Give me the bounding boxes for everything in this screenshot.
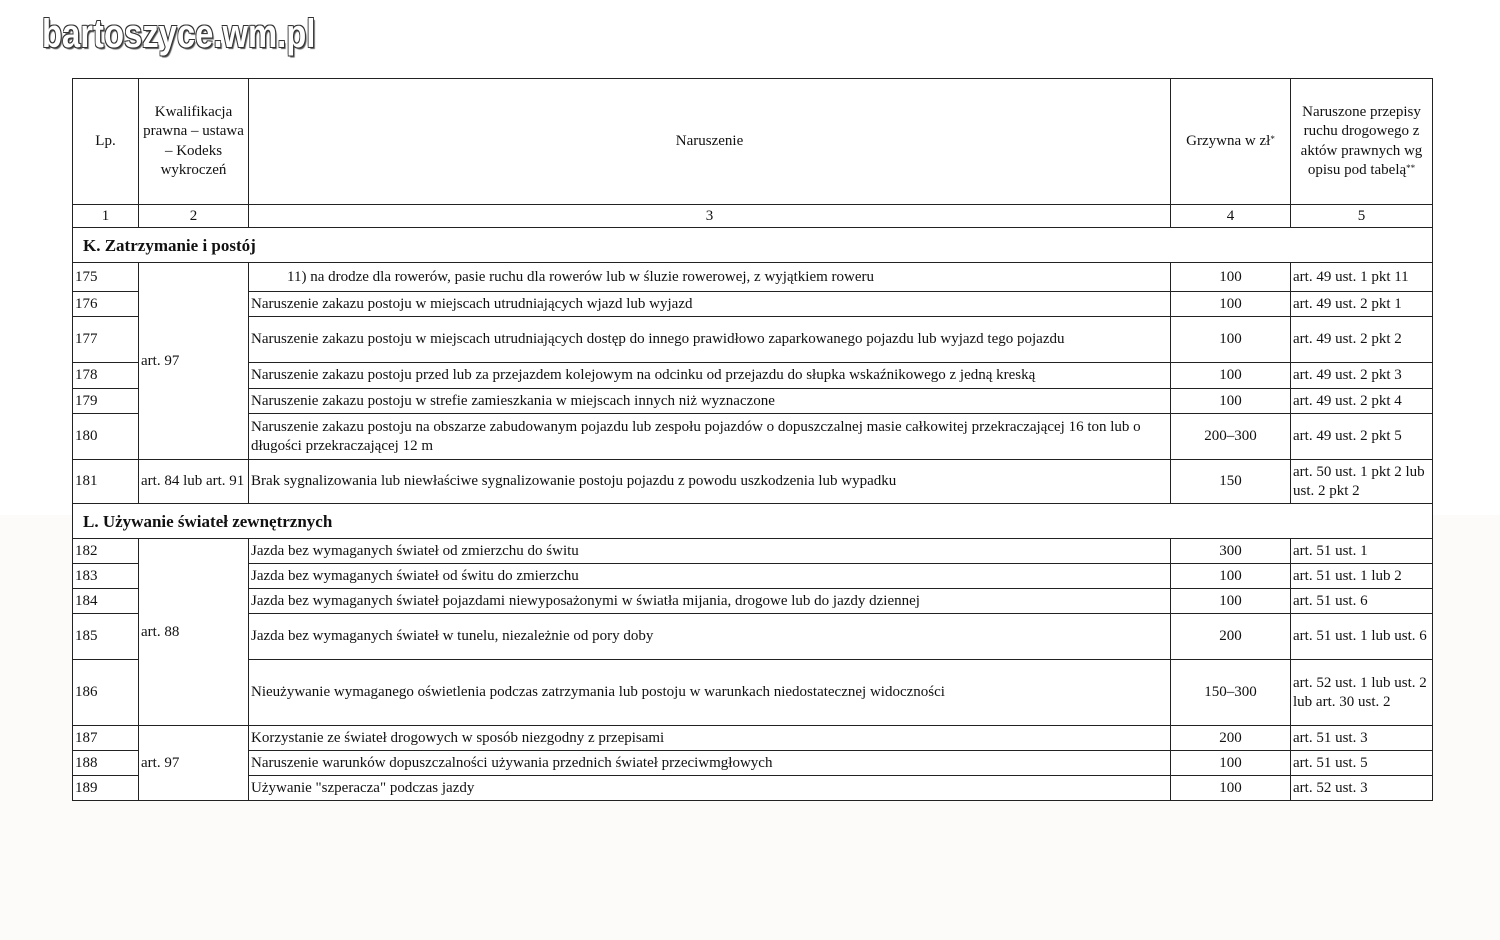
table-row xyxy=(73,414,1433,460)
row-lp: 186 xyxy=(73,660,139,726)
table-row xyxy=(73,389,1433,414)
row-przepis: art. 49 ust. 2 pkt 5 xyxy=(1291,414,1433,460)
row-naruszenie: Nieużywanie wymaganego oświetlenia podczas zatrzymania lub postoju w warunkach niedostatecznej widoczności xyxy=(249,660,1171,726)
fines-table xyxy=(72,78,1433,801)
section-header-l xyxy=(73,504,1433,539)
header-lp: Lp. xyxy=(73,79,139,205)
table-row xyxy=(73,726,1433,751)
row-przepis: art. 52 ust. 3 xyxy=(1291,776,1433,801)
row-lp: 189 xyxy=(73,776,139,801)
site-watermark: bartoszyce.wm.pl xyxy=(42,12,316,56)
row-przepis: art. 49 ust. 2 pkt 3 xyxy=(1291,363,1433,389)
row-grzywna: 100 xyxy=(1171,564,1291,589)
row-przepis: art. 52 ust. 1 lub ust. 2 lub art. 30 ust. 2 xyxy=(1291,660,1433,726)
row-lp: 179 xyxy=(73,389,139,414)
header-row xyxy=(73,79,1433,205)
header-grzywna-footnote-mark: * xyxy=(1270,133,1275,144)
row-grzywna: 100 xyxy=(1171,389,1291,414)
column-number-row xyxy=(73,205,1433,228)
section-title: K. Zatrzymanie i postój xyxy=(73,228,1433,263)
row-kwalifikacja: art. 97 xyxy=(139,726,249,801)
row-lp: 187 xyxy=(73,726,139,751)
row-grzywna: 200–300 xyxy=(1171,414,1291,460)
row-grzywna: 100 xyxy=(1171,292,1291,317)
row-kwalifikacja: art. 88 xyxy=(139,539,249,726)
header-grzywna xyxy=(1171,79,1291,205)
row-lp: 176 xyxy=(73,292,139,317)
header-przepisy xyxy=(1291,79,1433,205)
row-lp: 178 xyxy=(73,363,139,389)
row-naruszenie: Naruszenie zakazu postoju w miejscach utrudniających wjazd lub wyjazd xyxy=(249,292,1171,317)
table-row xyxy=(73,292,1433,317)
header-naruszenie: Naruszenie xyxy=(249,79,1171,205)
table-row xyxy=(73,564,1433,589)
row-naruszenie: Naruszenie warunków dopuszczalności używania przednich świateł przeciwmgłowych xyxy=(249,751,1171,776)
table-row xyxy=(73,751,1433,776)
row-naruszenie: Jazda bez wymaganych świateł pojazdami niewyposażonymi w światła mijania, drogowe lub do jazdy dziennej xyxy=(249,589,1171,614)
row-grzywna: 150 xyxy=(1171,460,1291,504)
row-lp: 181 xyxy=(73,460,139,504)
row-przepis: art. 51 ust. 6 xyxy=(1291,589,1433,614)
row-przepis: art. 49 ust. 1 pkt 11 xyxy=(1291,263,1433,292)
column-number: 4 xyxy=(1171,205,1291,228)
row-naruszenie: 11) na drodze dla rowerów, pasie ruchu dla rowerów lub w śluzie rowerowej, z wyjątkiem roweru xyxy=(287,268,875,285)
row-przepis: art. 49 ust. 2 pkt 4 xyxy=(1291,389,1433,414)
table-row xyxy=(73,776,1433,801)
row-grzywna: 100 xyxy=(1171,317,1291,363)
row-grzywna: 100 xyxy=(1171,776,1291,801)
table-row xyxy=(73,317,1433,363)
table-row xyxy=(73,614,1433,660)
row-przepis: art. 51 ust. 5 xyxy=(1291,751,1433,776)
row-naruszenie: Korzystanie ze świateł drogowych w sposób niezgodny z przepisami xyxy=(249,726,1171,751)
row-naruszenie: Jazda bez wymaganych świateł od świtu do zmierzchu xyxy=(249,564,1171,589)
row-naruszenie: Naruszenie zakazu postoju na obszarze zabudowanym pojazdu lub zespołu pojazdów o dopuszczalnej masie całkowitej przekraczającej 16 ton lub o długości przekraczającej 12 m xyxy=(249,414,1171,460)
row-kwalifikacja: art. 84 lub art. 91 xyxy=(139,460,249,504)
row-przepis: art. 49 ust. 2 pkt 1 xyxy=(1291,292,1433,317)
row-grzywna: 100 xyxy=(1171,751,1291,776)
row-przepis: art. 51 ust. 1 xyxy=(1291,539,1433,564)
row-lp: 183 xyxy=(73,564,139,589)
column-number: 1 xyxy=(73,205,139,228)
row-lp: 177 xyxy=(73,317,139,363)
row-przepis: art. 51 ust. 3 xyxy=(1291,726,1433,751)
section-title: L. Używanie świateł zewnętrznych xyxy=(73,504,1433,539)
row-przepis: art. 50 ust. 1 pkt 2 lub ust. 2 pkt 2 xyxy=(1291,460,1433,504)
table-row xyxy=(73,660,1433,726)
table-row xyxy=(73,363,1433,389)
row-grzywna: 100 xyxy=(1171,589,1291,614)
row-grzywna: 300 xyxy=(1171,539,1291,564)
row-lp: 180 xyxy=(73,414,139,460)
header-grzywna-label: Grzywna w zł xyxy=(1186,132,1271,149)
table-row xyxy=(73,263,1433,292)
row-naruszenie: Jazda bez wymaganych świateł od zmierzchu do świtu xyxy=(249,539,1171,564)
row-przepis: art. 51 ust. 1 lub ust. 6 xyxy=(1291,614,1433,660)
row-grzywna: 200 xyxy=(1171,614,1291,660)
row-lp: 175 xyxy=(73,263,139,292)
section-header-k xyxy=(73,228,1433,263)
header-kwalifikacja: Kwalifikacja prawna – ustawa – Kodeks wykroczeń xyxy=(139,79,249,205)
row-naruszenie: Używanie "szperacza" podczas jazdy xyxy=(249,776,1171,801)
row-grzywna: 100 xyxy=(1171,263,1291,292)
row-naruszenie: Naruszenie zakazu postoju w miejscach utrudniających dostęp do innego prawidłowo zaparkowanego pojazdu lub wyjazd tego pojazdu xyxy=(249,317,1171,363)
row-naruszenie-cell xyxy=(249,263,1171,292)
row-naruszenie: Naruszenie zakazu postoju przed lub za przejazdem kolejowym na odcinku od przejazdu do słupka wskaźnikowego z jedną kreską xyxy=(249,363,1171,389)
row-przepis: art. 51 ust. 1 lub 2 xyxy=(1291,564,1433,589)
column-number: 5 xyxy=(1291,205,1433,228)
row-kwalifikacja: art. 97 xyxy=(139,263,249,460)
header-przepisy-footnote-mark: ** xyxy=(1406,163,1416,173)
row-naruszenie: Brak sygnalizowania lub niewłaściwe sygnalizowanie postoju pojazdu z powodu uszkodzenia lub wypadku xyxy=(249,460,1171,504)
row-lp: 182 xyxy=(73,539,139,564)
row-lp: 185 xyxy=(73,614,139,660)
table-row xyxy=(73,539,1433,564)
header-przepisy-label: Naruszone przepisy ruchu drogowego z aktów prawnych wg opisu pod tabelą xyxy=(1300,103,1423,178)
row-grzywna: 150–300 xyxy=(1171,660,1291,726)
column-number: 2 xyxy=(139,205,249,228)
row-lp: 184 xyxy=(73,589,139,614)
row-lp: 188 xyxy=(73,751,139,776)
row-naruszenie: Naruszenie zakazu postoju w strefie zamieszkania w miejscach innych niż wyznaczone xyxy=(249,389,1171,414)
row-grzywna: 200 xyxy=(1171,726,1291,751)
row-naruszenie: Jazda bez wymaganych świateł w tunelu, niezależnie od pory doby xyxy=(249,614,1171,660)
row-grzywna: 100 xyxy=(1171,363,1291,389)
table-row xyxy=(73,460,1433,504)
table-row xyxy=(73,589,1433,614)
row-przepis: art. 49 ust. 2 pkt 2 xyxy=(1291,317,1433,363)
column-number: 3 xyxy=(249,205,1171,228)
